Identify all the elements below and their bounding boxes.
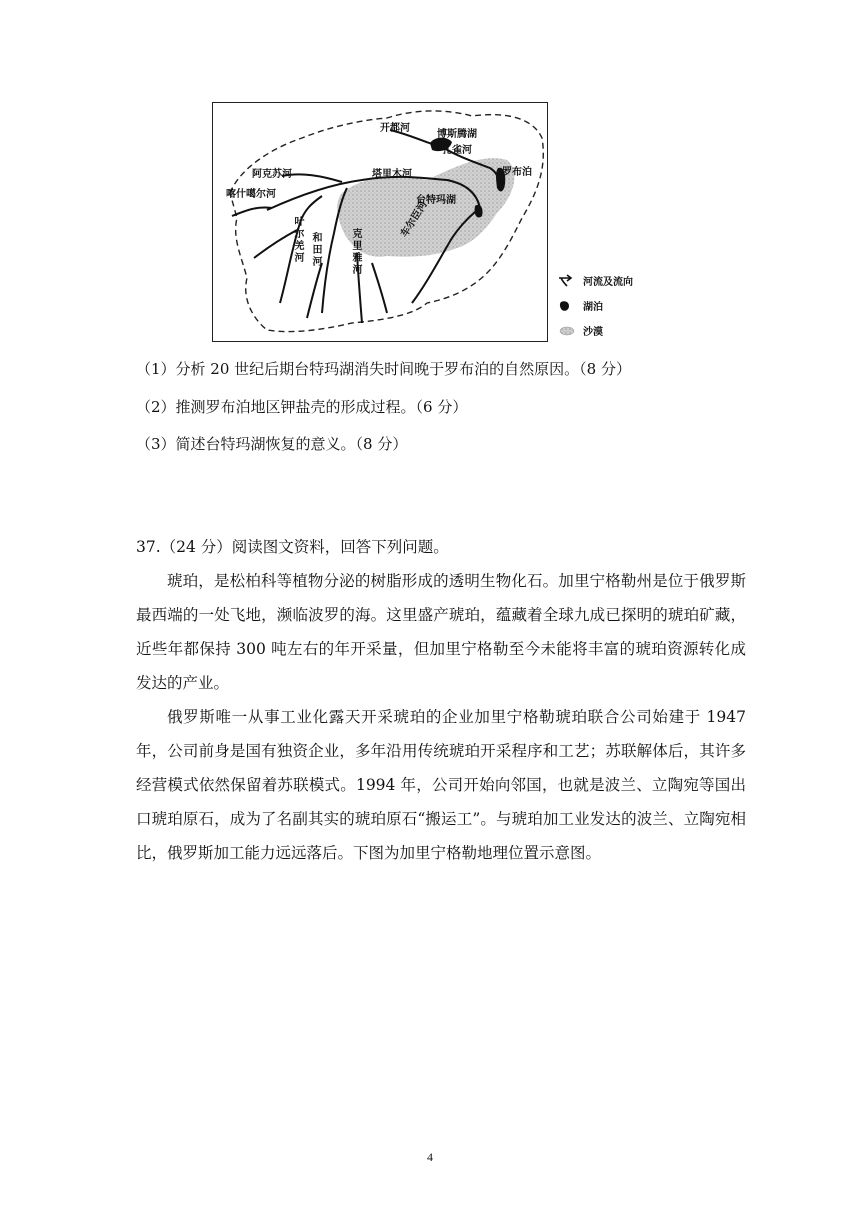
label-tarim-river: 塔里木河: [372, 169, 412, 180]
label-kaidu-river: 开都河: [380, 123, 410, 134]
map-drawing: [212, 98, 552, 346]
label-aksu-river: 阿克苏河: [252, 169, 292, 180]
river-legend-icon: [557, 274, 577, 288]
label-taitema-lake: 台特玛湖: [416, 195, 456, 206]
label-qarqan-river: 车尔臣河: [399, 199, 430, 240]
label-hotan-river: 和田河: [310, 232, 321, 268]
question-37-paragraph-1: 琥珀，是松柏科等植物分泌的树脂形成的透明生物化石。加里宁格勒州是位于俄罗斯最西端的一处飞地，濒临波罗的海。这里盛产琥珀，蕴藏着全球九成已探明的琥珀矿藏，近些年都保持 300 吨左右的年开采量，但加里宁格勒至今未能将丰富的琥珀资源转化成发达的产业。: [136, 572, 746, 692]
legend-lake: [557, 298, 603, 313]
question-2: （2）推测罗布泊地区钾盐壳的形成过程。（6 分）: [136, 398, 468, 416]
label-keriya-river: 克里雅河: [350, 228, 361, 276]
label-kongque-river: 孔雀河: [442, 145, 472, 156]
legend-lake-label: 湖泊: [583, 302, 603, 313]
label-yarkand-river: 叶尔羌河: [292, 216, 303, 264]
river-tributary-3: [372, 263, 387, 313]
legend-desert-label: 沙漠: [583, 327, 603, 338]
legend-desert: [557, 323, 603, 338]
tarim-basin-map: [212, 98, 652, 346]
legend-river-label: 河流及流向: [583, 277, 633, 288]
question-37-paragraph-2: 俄罗斯唯一从事工业化露天开采琥珀的企业加里宁格勒琥珀联合公司始建于 1947 年，公司前身是国有独资企业，多年沿用传统琥珀开采程序和工艺；苏联解体后，其许多经营模式依然保留着苏联模式。1994 年，公司开始向邻国，也就是波兰、立陶宛等国出口琥珀原石，成为了名副其实的琥珀原石“搬运工”。与琥珀加工业发达的波兰、立陶宛相比，俄罗斯加工能力远远落后。下图为加里宁格勒地理位置示意图。: [136, 708, 746, 862]
page-number: 4: [427, 1150, 433, 1164]
question-1: （1）分析 20 世纪后期台特玛湖消失时间晚于罗布泊的自然原因。（8 分）: [136, 360, 631, 378]
desert-legend-icon: [557, 324, 577, 338]
label-bosten-lake: 博斯腾湖: [437, 129, 477, 140]
question-37-header: 37.（24 分）阅读图文资料，回答下列问题。: [136, 538, 449, 556]
label-lop-nur: 罗布泊: [502, 167, 532, 178]
lake-legend-icon: [557, 299, 577, 313]
river-tributary-2: [307, 263, 322, 318]
question-3: （3）简述台特玛湖恢复的意义。（8 分）: [136, 435, 408, 453]
river-tributary-1: [254, 230, 297, 258]
label-kashgar-river: 喀什噶尔河: [226, 189, 276, 200]
kashgar-river: [232, 207, 272, 216]
legend-river: [557, 273, 633, 288]
